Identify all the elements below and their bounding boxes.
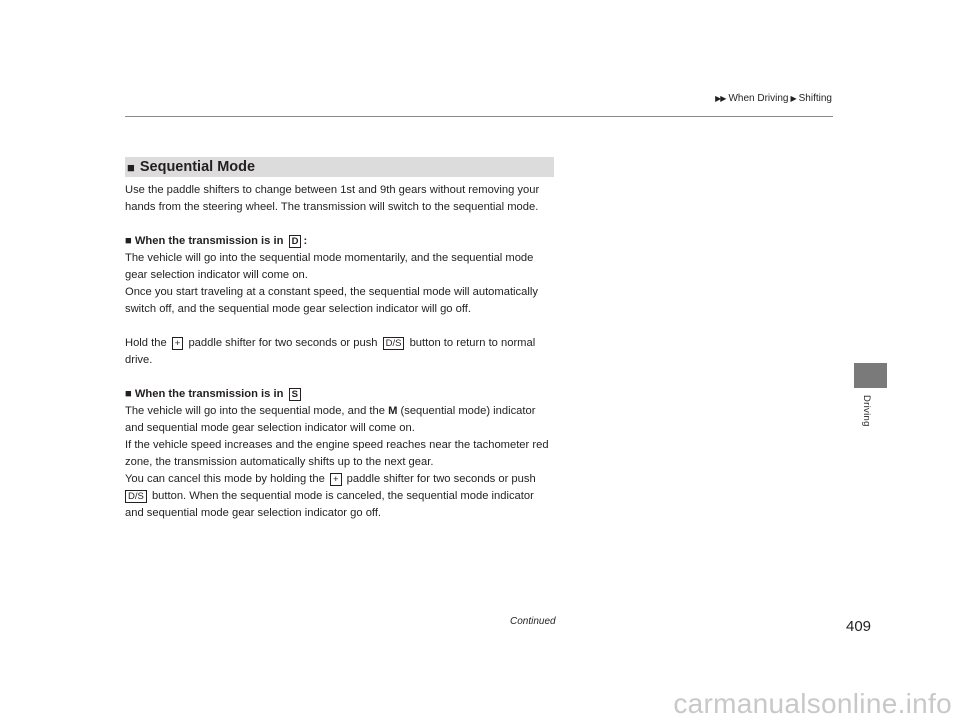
section-title: Sequential Mode	[139, 159, 256, 175]
breadcrumb-item-when-driving[interactable]: When Driving	[728, 93, 789, 104]
header-divider	[125, 116, 833, 117]
double-arrow-icon: ▶▶	[715, 94, 726, 103]
body-line: Once you start traveling at a constant speed, the sequential mode will automatically	[125, 286, 538, 298]
intro-line: Use the paddle shifters to change between 1st and 9th gears without removing your	[125, 184, 540, 196]
chapter-label: Driving	[861, 395, 872, 427]
plus-key: +	[172, 337, 184, 350]
body-line	[125, 471, 557, 488]
body-line	[125, 335, 557, 352]
text-run: You can cancel this mode by holding the	[125, 473, 325, 485]
body-line: switch off, and the sequential mode gear selection indicator will go off.	[125, 303, 471, 315]
body-line: and sequential mode gear selection indicator go off.	[125, 507, 382, 519]
breadcrumb-item-shifting[interactable]: Shifting	[798, 93, 832, 104]
square-bullet-icon: ■	[127, 159, 135, 175]
ds-key: D/S	[125, 490, 147, 503]
ds-key: D/S	[383, 337, 405, 350]
section-heading-bar	[125, 157, 554, 177]
subheading-d	[125, 233, 557, 250]
text-run: The vehicle will go into the sequential mode, and the	[125, 405, 385, 417]
colon: :	[303, 235, 308, 247]
body-line: The vehicle will go into the sequential mode momentarily, and the sequential mode	[125, 252, 534, 264]
subheading-text: When the transmission is in	[134, 388, 284, 400]
breadcrumb	[715, 93, 832, 104]
square-bullet-icon: ■	[125, 235, 132, 247]
text-run: Hold the	[125, 337, 167, 349]
intro-line: hands from the steering wheel. The transmission will switch to the sequential mode.	[125, 201, 539, 213]
page-number: 409	[846, 618, 872, 635]
text-run: button. When the sequential mode is canceled, the sequential mode indicator	[151, 490, 534, 502]
chapter-tab	[854, 363, 887, 388]
arrow-icon: ▶	[790, 94, 796, 103]
continued-label: Continued	[510, 616, 556, 627]
body-line	[125, 488, 557, 505]
gear-d-key: D	[289, 235, 302, 248]
body-line: and sequential mode gear selection indicator will come on.	[125, 422, 415, 434]
square-bullet-icon: ■	[125, 388, 132, 400]
watermark: carmanualsonline.info	[673, 688, 952, 719]
gear-s-key: S	[289, 388, 301, 401]
body-line: drive.	[125, 354, 153, 366]
body-line: If the vehicle speed increases and the engine speed reaches near the tachometer red	[125, 439, 549, 451]
text-run: button to return to normal	[409, 337, 536, 349]
body-line	[125, 403, 557, 420]
plus-key: +	[330, 473, 342, 486]
subheading-s	[125, 386, 557, 403]
text-run: paddle shifter for two seconds or push	[188, 337, 378, 349]
text-run: paddle shifter for two seconds or push	[346, 473, 536, 485]
subheading-text: When the transmission is in	[134, 235, 284, 247]
m-indicator-letter: M	[388, 405, 398, 417]
text-run: (sequential mode) indicator	[400, 405, 536, 417]
body-line: gear selection indicator will come on.	[125, 269, 308, 281]
section-content	[125, 182, 557, 522]
body-line: zone, the transmission automatically shifts up to the next gear.	[125, 456, 434, 468]
